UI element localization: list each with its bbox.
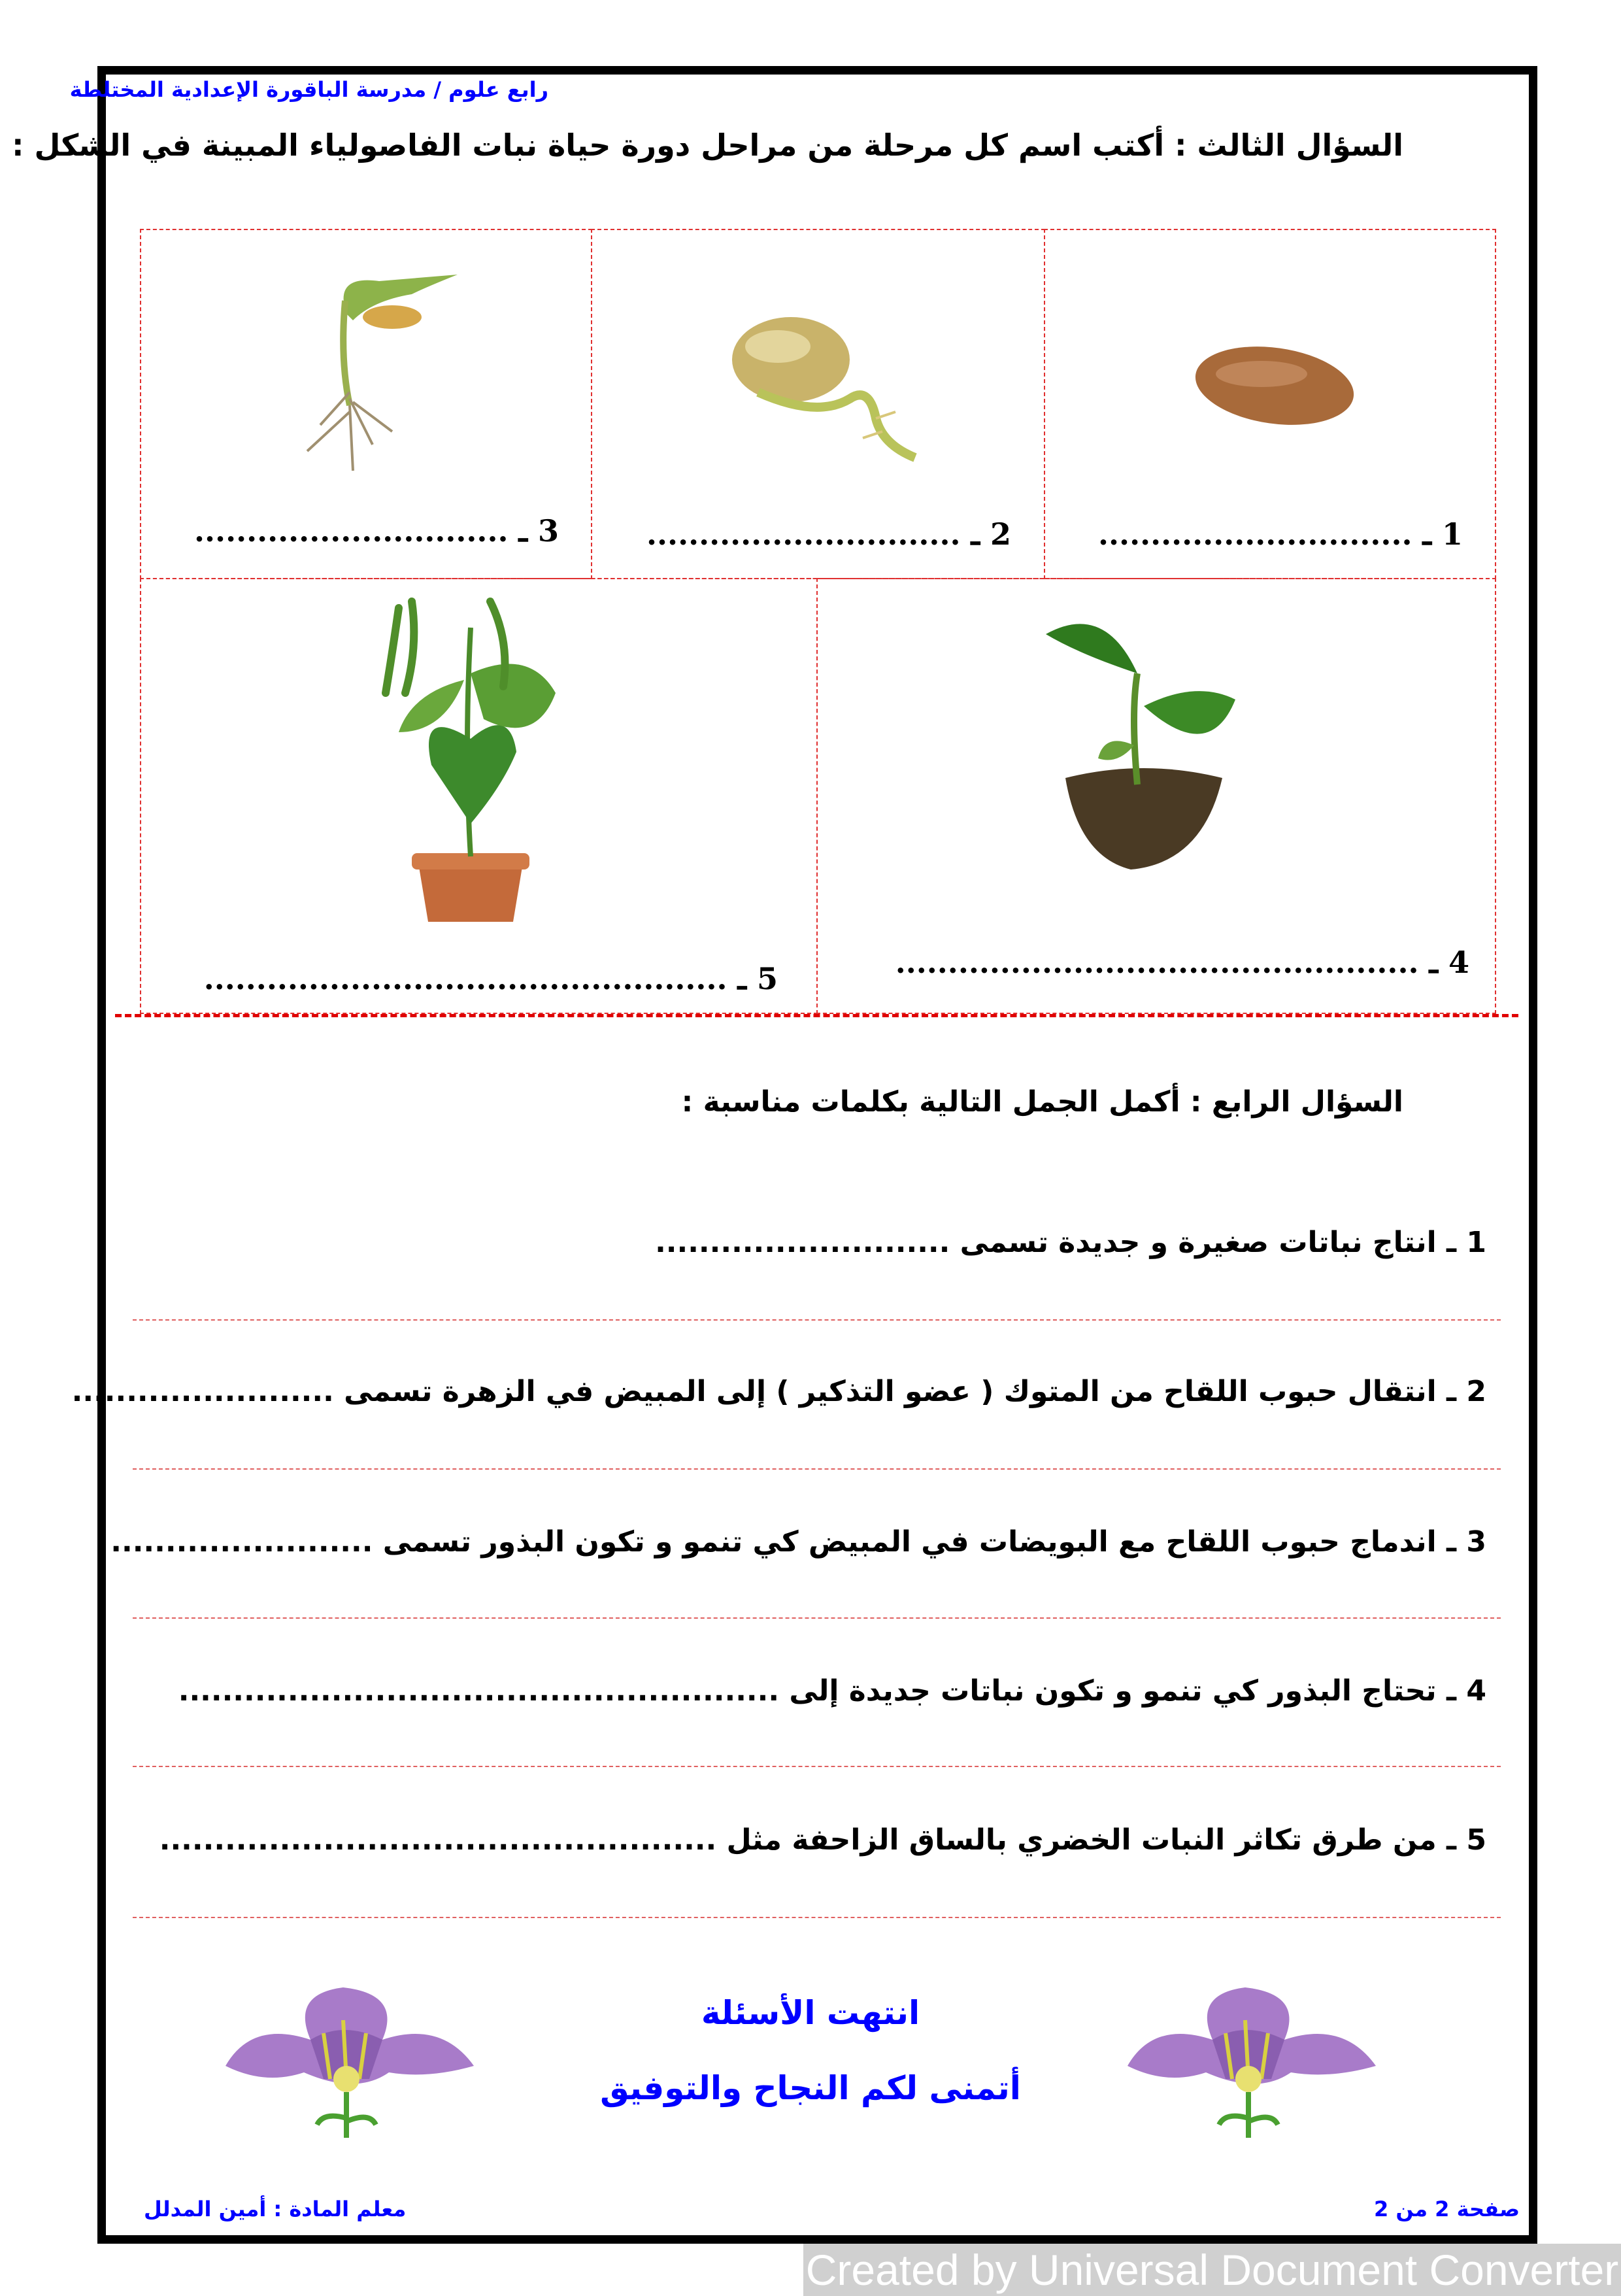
watermark: Created by Universal Document Converter	[803, 2244, 1621, 2296]
stage-label-3[interactable]: 3 ـ ..............................	[194, 513, 559, 549]
school-header: رابع علوم / مدرسة الباقورة الإعدادية المختلطة	[69, 77, 548, 102]
young-plant-in-soil-icon	[1039, 615, 1248, 876]
answer-line	[133, 1617, 1501, 1619]
closing-line-1: انتهت الأسئلة	[701, 1994, 920, 2032]
answer-line	[133, 1766, 1501, 1767]
stage-label-4[interactable]: 4 ـ ..................................................	[895, 945, 1469, 980]
stage-label-2[interactable]: 2 ـ ..............................	[646, 516, 1011, 552]
seedling-with-roots-icon	[294, 262, 477, 484]
bean-seed-icon	[1190, 340, 1360, 431]
closing-line-2: أتمنى لكم النجاح والتوفيق	[600, 2069, 1021, 2107]
fill-in-item-4[interactable]: 4 ـ تحتاج البذور كي تنمو و تكون نباتات جديدة إلى .......................................................	[178, 1674, 1486, 1708]
fill-in-item-5[interactable]: 5 ـ من طرق تكاثر النبات الخضري بالساق الزاحفة مثل ...................................................	[159, 1823, 1486, 1857]
answer-line	[133, 1917, 1501, 1918]
answer-line	[133, 1319, 1501, 1321]
fill-in-item-3[interactable]: 3 ـ اندماج حبوب اللقاح مع البويضات في المبيض كي تنمو و تكون البذور تسمى ........................	[110, 1525, 1486, 1559]
answer-line	[133, 1468, 1501, 1470]
fill-in-item-2[interactable]: 2 ـ انتقال حبوب اللقاح من المتوك ( عضو التذكير ) إلى المبيض في الزهرة تسمى ........................	[71, 1375, 1486, 1408]
mature-plant-in-pot-icon	[359, 588, 582, 928]
page-number: صفحة 2 من 2	[1374, 2197, 1520, 2221]
question4-title: السؤال الرابع : أكمل الجمل التالية بكلمات مناسبة :	[681, 1085, 1403, 1119]
fill-in-item-1[interactable]: 1 ـ انتاج نباتات صغيرة و جديدة تسمى ...........................	[655, 1226, 1486, 1259]
question3-title: السؤال الثالث : أكتب اسم كل مرحلة من مراحل دورة حياة نبات الفاصولياء المبينة في الشكل :	[12, 127, 1403, 163]
teacher-name: معلم المادة : أمين المدلل	[144, 2197, 407, 2221]
stage-label-5[interactable]: 5 ـ ..................................................	[203, 961, 778, 996]
stage-label-1[interactable]: 1 ـ ..............................	[1098, 516, 1463, 552]
section-divider	[115, 1014, 1518, 1017]
germinating-seed-icon	[719, 307, 928, 464]
